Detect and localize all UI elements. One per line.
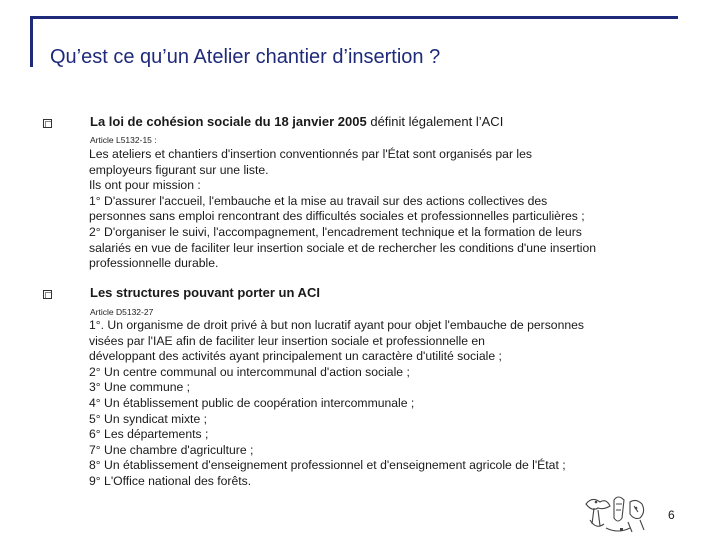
section1-line: 2° D'organiser le suivi, l'accompagnement, l'encadrement technique et la formation de leurs — [89, 224, 582, 239]
section1-line: Ils ont pour mission : — [89, 178, 201, 193]
section1-heading — [90, 114, 503, 129]
section2-line: 9° L'Office national des forêts. — [89, 473, 252, 488]
section2-body — [89, 318, 689, 490]
title-frame-left-line — [30, 16, 33, 67]
section1-body — [89, 147, 689, 272]
section2-line: 5° Un syndicat mixte ; — [89, 411, 207, 426]
section1-line: salariés en vue de faciliter leur insertion sociale et de rechercher les conditions d'une insertion — [89, 240, 597, 255]
section1-article-ref: Article L5132-15 : — [90, 135, 157, 145]
square-bullet-icon — [43, 290, 52, 299]
section1-line: personnes sans emploi rencontrant des difficultés sociales et professionnelles particulières ; — [89, 209, 585, 224]
section2-line: 4° Un établissement public de coopération intercommunale ; — [89, 395, 415, 410]
section1-line: Les ateliers et chantiers d'insertion conventionnés par l'État sont organisés par les — [89, 147, 532, 161]
section2-line: 1°. Un organisme de droit privé à but non lucratif ayant pour objet l'embauche de personnes — [89, 318, 584, 332]
section2-line: 6° Les départements ; — [89, 427, 209, 442]
section2-article-ref: Article D5132-27 — [90, 307, 154, 317]
page-number: 6 — [668, 508, 675, 522]
section1-heading-bold: La loi de cohésion sociale du 18 janvier 2005 — [90, 114, 367, 129]
section2-line: visées par l'IAE afin de faciliter leur insertion sociale et professionnelle en — [89, 333, 485, 348]
organization-logo — [580, 490, 658, 538]
section1-line: 1° D'assurer l'accueil, l'embauche et la mise au travail sur des actions collectives des — [89, 193, 548, 208]
title-frame-top-line — [30, 16, 678, 19]
section2-line: 8° Un établissement d'enseignement professionnel et d'enseignement agricole de l'État ; — [89, 458, 566, 473]
page-title: Qu’est ce qu’un Atelier chantier d’insertion ? — [50, 46, 441, 68]
section2-line: 2° Un centre communal ou intercommunal d'action sociale ; — [89, 364, 410, 379]
section2-line: 7° Une chambre d'agriculture ; — [89, 442, 254, 457]
section1-line: employeurs figurant sur une liste. — [89, 162, 269, 177]
section1-heading-rest: définit légalement l’ACI — [366, 114, 504, 129]
section2-heading: Les structures pouvant porter un ACI — [90, 285, 320, 300]
section1-line: professionnelle durable. — [89, 256, 219, 271]
section2-line: 3° Une commune ; — [89, 380, 191, 395]
square-bullet-icon — [43, 119, 52, 128]
section2-line: développant des activités ayant principalement un caractère d'utilité sociale ; — [89, 349, 502, 364]
